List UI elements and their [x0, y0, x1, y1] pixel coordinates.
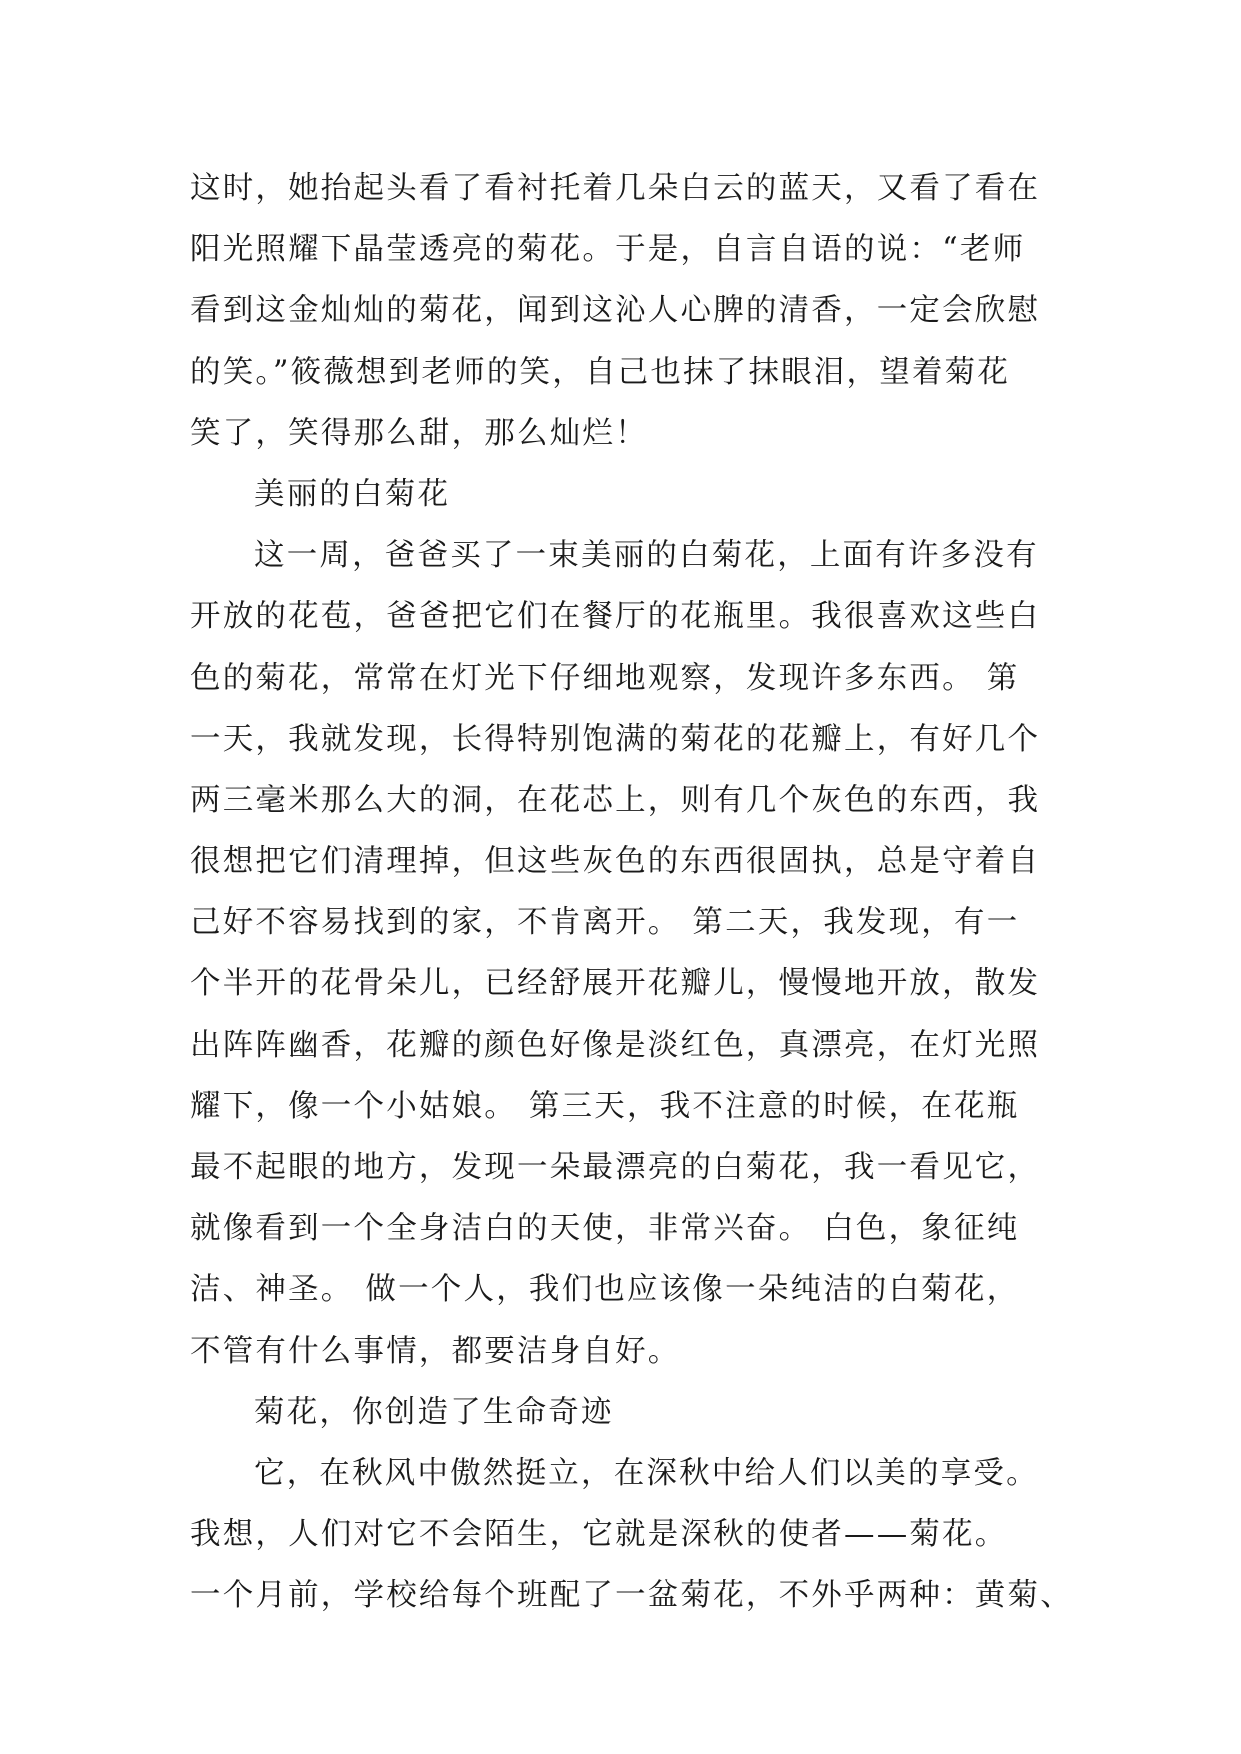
text-line: 出阵阵幽香，花瓣的颜色好像是淡红色，真漂亮，在灯光照: [190, 1027, 1041, 1063]
text-line: 这一周，爸爸买了一束美丽的白菊花，上面有许多没有: [254, 538, 1039, 574]
text-line: 笑了，笑得那么甜，那么灿烂！: [190, 415, 648, 451]
text-line: 我想，人们对它不会陌生，它就是深秋的使者——菊花。: [190, 1517, 1008, 1553]
text-line: 个半开的花骨朵儿，已经舒展开花瓣儿，慢慢地开放，散发: [190, 966, 1041, 1002]
text-line: 菊花，你创造了生命奇迹: [254, 1394, 614, 1430]
text-line: 己好不容易找到的家，不肯离开。 第二天，我发现，有一: [190, 905, 1020, 941]
document-body: [190, 158, 1073, 1627]
text-line: 的笑。”筱薇想到老师的笑，自己也抹了抹眼泪，望着菊花: [190, 354, 1011, 390]
text-line: 这时，她抬起头看了看衬托着几朵白云的蓝天，又看了看在: [190, 171, 1041, 206]
text-line: 它，在秋风中傲然挺立，在深秋中给人们以美的享受。: [254, 1455, 1039, 1491]
text-line: 一个月前，学校给每个班配了一盆菊花，不外乎两种：黄菊、: [190, 1578, 1073, 1614]
text-line: 两三毫米那么大的洞，在花芯上，则有几个灰色的东西，我: [190, 782, 1041, 818]
text-line: 不管有什么事情，都要洁身自好。: [190, 1333, 681, 1369]
text-line: 一天，我就发现，长得特别饱满的菊花的花瓣上，有好几个: [190, 721, 1041, 757]
text-line: 看到这金灿灿的菊花，闻到这沁人心脾的清香，一定会欣慰: [190, 293, 1041, 329]
text-line: 洁、神圣。 做一个人，我们也应该像一朵纯洁的白菊花，: [190, 1272, 1020, 1308]
text-line: 耀下，像一个小姑娘。 第三天，我不注意的时候，在花瓶: [190, 1088, 1020, 1124]
text-line: 开放的花苞，爸爸把它们在餐厅的花瓶里。我很喜欢这些白: [190, 599, 1041, 635]
text-line: 阳光照耀下晶莹透亮的菊花。于是，自言自语的说：“老师: [190, 232, 1026, 268]
text-line: 美丽的白菊花: [254, 476, 451, 512]
text-line: 就像看到一个全身洁白的天使，非常兴奋。 白色，象征纯: [190, 1211, 1020, 1247]
text-line: 很想把它们清理掉，但这些灰色的东西很固执，总是守着自: [190, 844, 1041, 880]
text-line: 最不起眼的地方，发现一朵最漂亮的白菊花，我一看见它，: [190, 1150, 1041, 1185]
text-line: 色的菊花，常常在灯光下仔细地观察，发现许多东西。 第: [190, 660, 1020, 696]
